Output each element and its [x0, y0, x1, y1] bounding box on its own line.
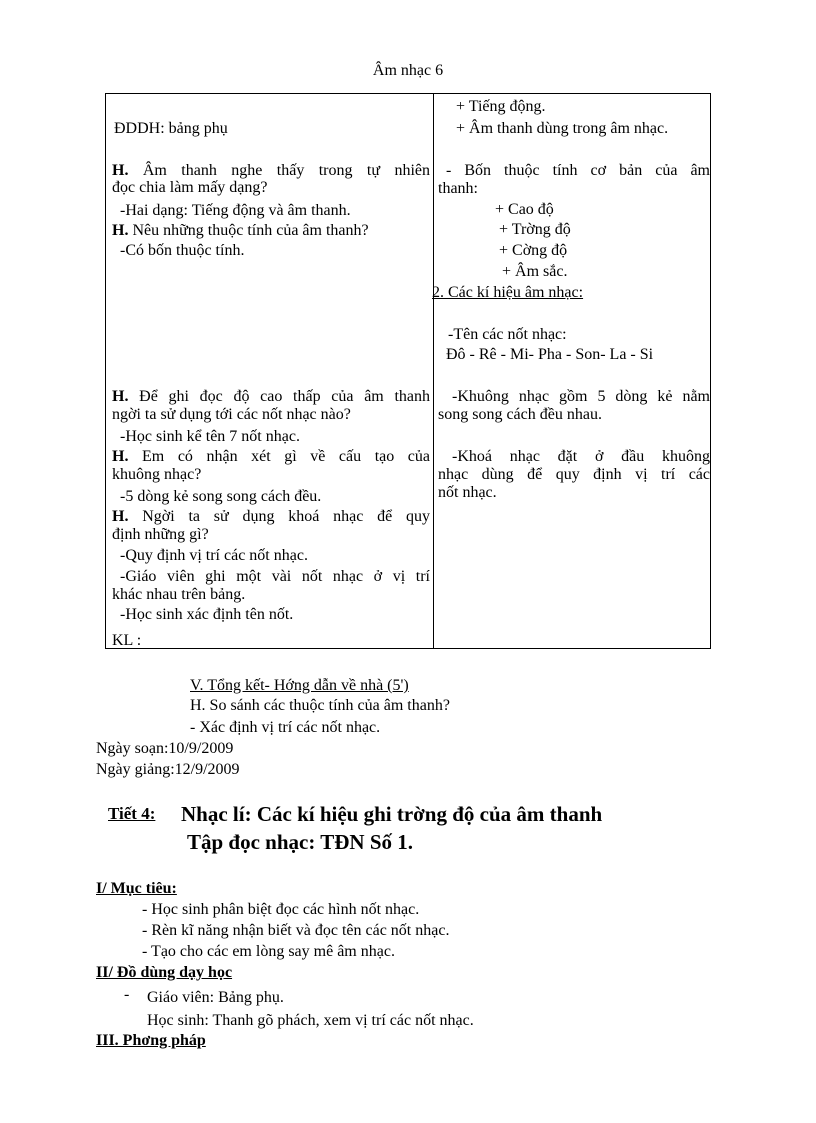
answer-5: -Quy định vị trí các nốt nhạc. [120, 547, 308, 564]
answer-1: -Hai dạng: Tiếng động và âm thanh. [120, 202, 351, 219]
property-timbre: + Âm sắc. [502, 263, 568, 280]
objective-item: - Rèn kĩ năng nhận biết và đọc tên các nốt nhạc. [142, 922, 450, 939]
question-4-line-1 [112, 447, 430, 467]
student-materials: Học sinh: Thanh gõ phách, xem vị trí các nốt nhạc. [147, 1012, 474, 1029]
property-duration: + Trờng độ [499, 221, 571, 238]
objectives-heading: I/ Mục tiêu: [96, 880, 177, 897]
question-marker: H. [112, 448, 129, 465]
property-pitch: + Cao độ [495, 201, 554, 218]
sound-type-music: + Âm thanh dùng trong âm nhạc. [456, 120, 669, 137]
question-marker: H. [112, 162, 129, 179]
clef-text: -Khoá nhạc đặt ở đầu khuông [452, 448, 710, 465]
properties-intro-line-1 [446, 161, 710, 181]
page-header: Âm nhạc 6 [372, 62, 444, 79]
question-3-line-2: ngời ta sử dụng tới các nốt nhạc nào? [112, 406, 351, 423]
question-marker: H. [112, 508, 129, 525]
column-divider [433, 94, 434, 648]
method-heading: III. Phơng pháp [96, 1032, 206, 1049]
section-2-heading: 2. Các kí hiệu âm nhạc: [432, 284, 584, 301]
answer-2: -Có bốn thuộc tính. [120, 242, 245, 259]
question-text: Âm thanh nghe thấy trong tự nhiên [142, 162, 430, 179]
question-5-line-2: định những gì? [112, 526, 209, 543]
answer-text: -Giáo viên ghi một vài nốt nhạc ở vị trí [120, 568, 430, 585]
objective-item: - Học sinh phân biệt đọc các hình nốt nhạc. [142, 901, 420, 918]
summary-heading: V. Tổng kết- Hớng dẫn về nhà (5') [190, 677, 409, 694]
answer-6-line-2: khác nhau trên bảng. [112, 586, 246, 603]
bullet-dash: - [124, 986, 130, 1003]
answer-4: -5 dòng kẻ song song cách đều. [120, 488, 322, 505]
teaching-aids: ĐDDH: bảng phụ [114, 120, 228, 137]
staff-description-line-2: song song cách đều nhau. [438, 406, 602, 423]
teacher-materials: Giáo viên: Bảng phụ. [147, 989, 284, 1006]
question-text: Nêu những thuộc tính của âm thanh? [132, 222, 369, 239]
clef-description-line-2 [438, 465, 710, 485]
clef-description-line-1 [452, 447, 710, 467]
question-text: Em có nhận xét gì về cấu tạo của [142, 448, 431, 465]
lesson-title-line-1: Nhạc lí: Các kí hiệu ghi trờng độ của âm thanh [181, 802, 603, 826]
staff-description-line-1 [452, 387, 710, 407]
property-intensity: + Cờng độ [499, 242, 568, 259]
note-names-label: -Tên các nốt nhạc: [448, 326, 567, 343]
answer-7: -Học sinh xác định tên nốt. [120, 606, 294, 623]
lesson-title-line-2: Tập đọc nhạc: TĐN Số 1. [187, 830, 413, 854]
summary-task: - Xác định vị trí các nốt nhạc. [190, 719, 381, 736]
objective-item: - Tạo cho các em lòng say mê âm nhạc. [142, 943, 395, 960]
question-text: Ngời ta sử dụng khoá nhạc để quy [142, 508, 431, 525]
lesson-table [105, 93, 711, 649]
question-3-line-1 [112, 387, 430, 407]
question-4-line-2: khuông nhạc? [112, 466, 202, 483]
properties-text: - Bốn thuộc tính cơ bản của âm [446, 162, 710, 179]
lesson-label: Tiết 4: [108, 804, 156, 823]
summary-question: H. So sánh các thuộc tính của âm thanh? [190, 697, 450, 714]
question-5-line-1 [112, 507, 430, 527]
question-1-line-2: đọc chia làm mấy dạng? [112, 179, 268, 196]
answer-3: -Học sinh kể tên 7 nốt nhạc. [120, 428, 300, 445]
staff-text: -Khuông nhạc gồm 5 dòng kẻ nằm [452, 388, 710, 405]
properties-intro-line-2: thanh: [438, 180, 478, 197]
question-marker: H. [112, 222, 129, 239]
question-marker: H. [112, 388, 129, 405]
conclusion-label: KL : [112, 632, 142, 649]
note-names: Đô - Rê - Mi- Pha - Son- La - Si [446, 346, 654, 363]
answer-6-line-1 [120, 567, 430, 587]
question-text: Để ghi đọc độ cao thấp của âm thanh [139, 388, 431, 405]
question-2 [112, 221, 369, 241]
teaching-date: Ngày giảng:12/9/2009 [96, 761, 240, 778]
sound-type-noise: + Tiếng động. [456, 98, 546, 115]
clef-description-line-3: nốt nhạc. [438, 484, 497, 501]
preparation-date: Ngày soạn:10/9/2009 [96, 740, 234, 757]
clef-text: nhạc dùng để quy định vị trí các [438, 466, 710, 483]
materials-heading: II/ Đồ dùng dạy học [96, 964, 233, 981]
